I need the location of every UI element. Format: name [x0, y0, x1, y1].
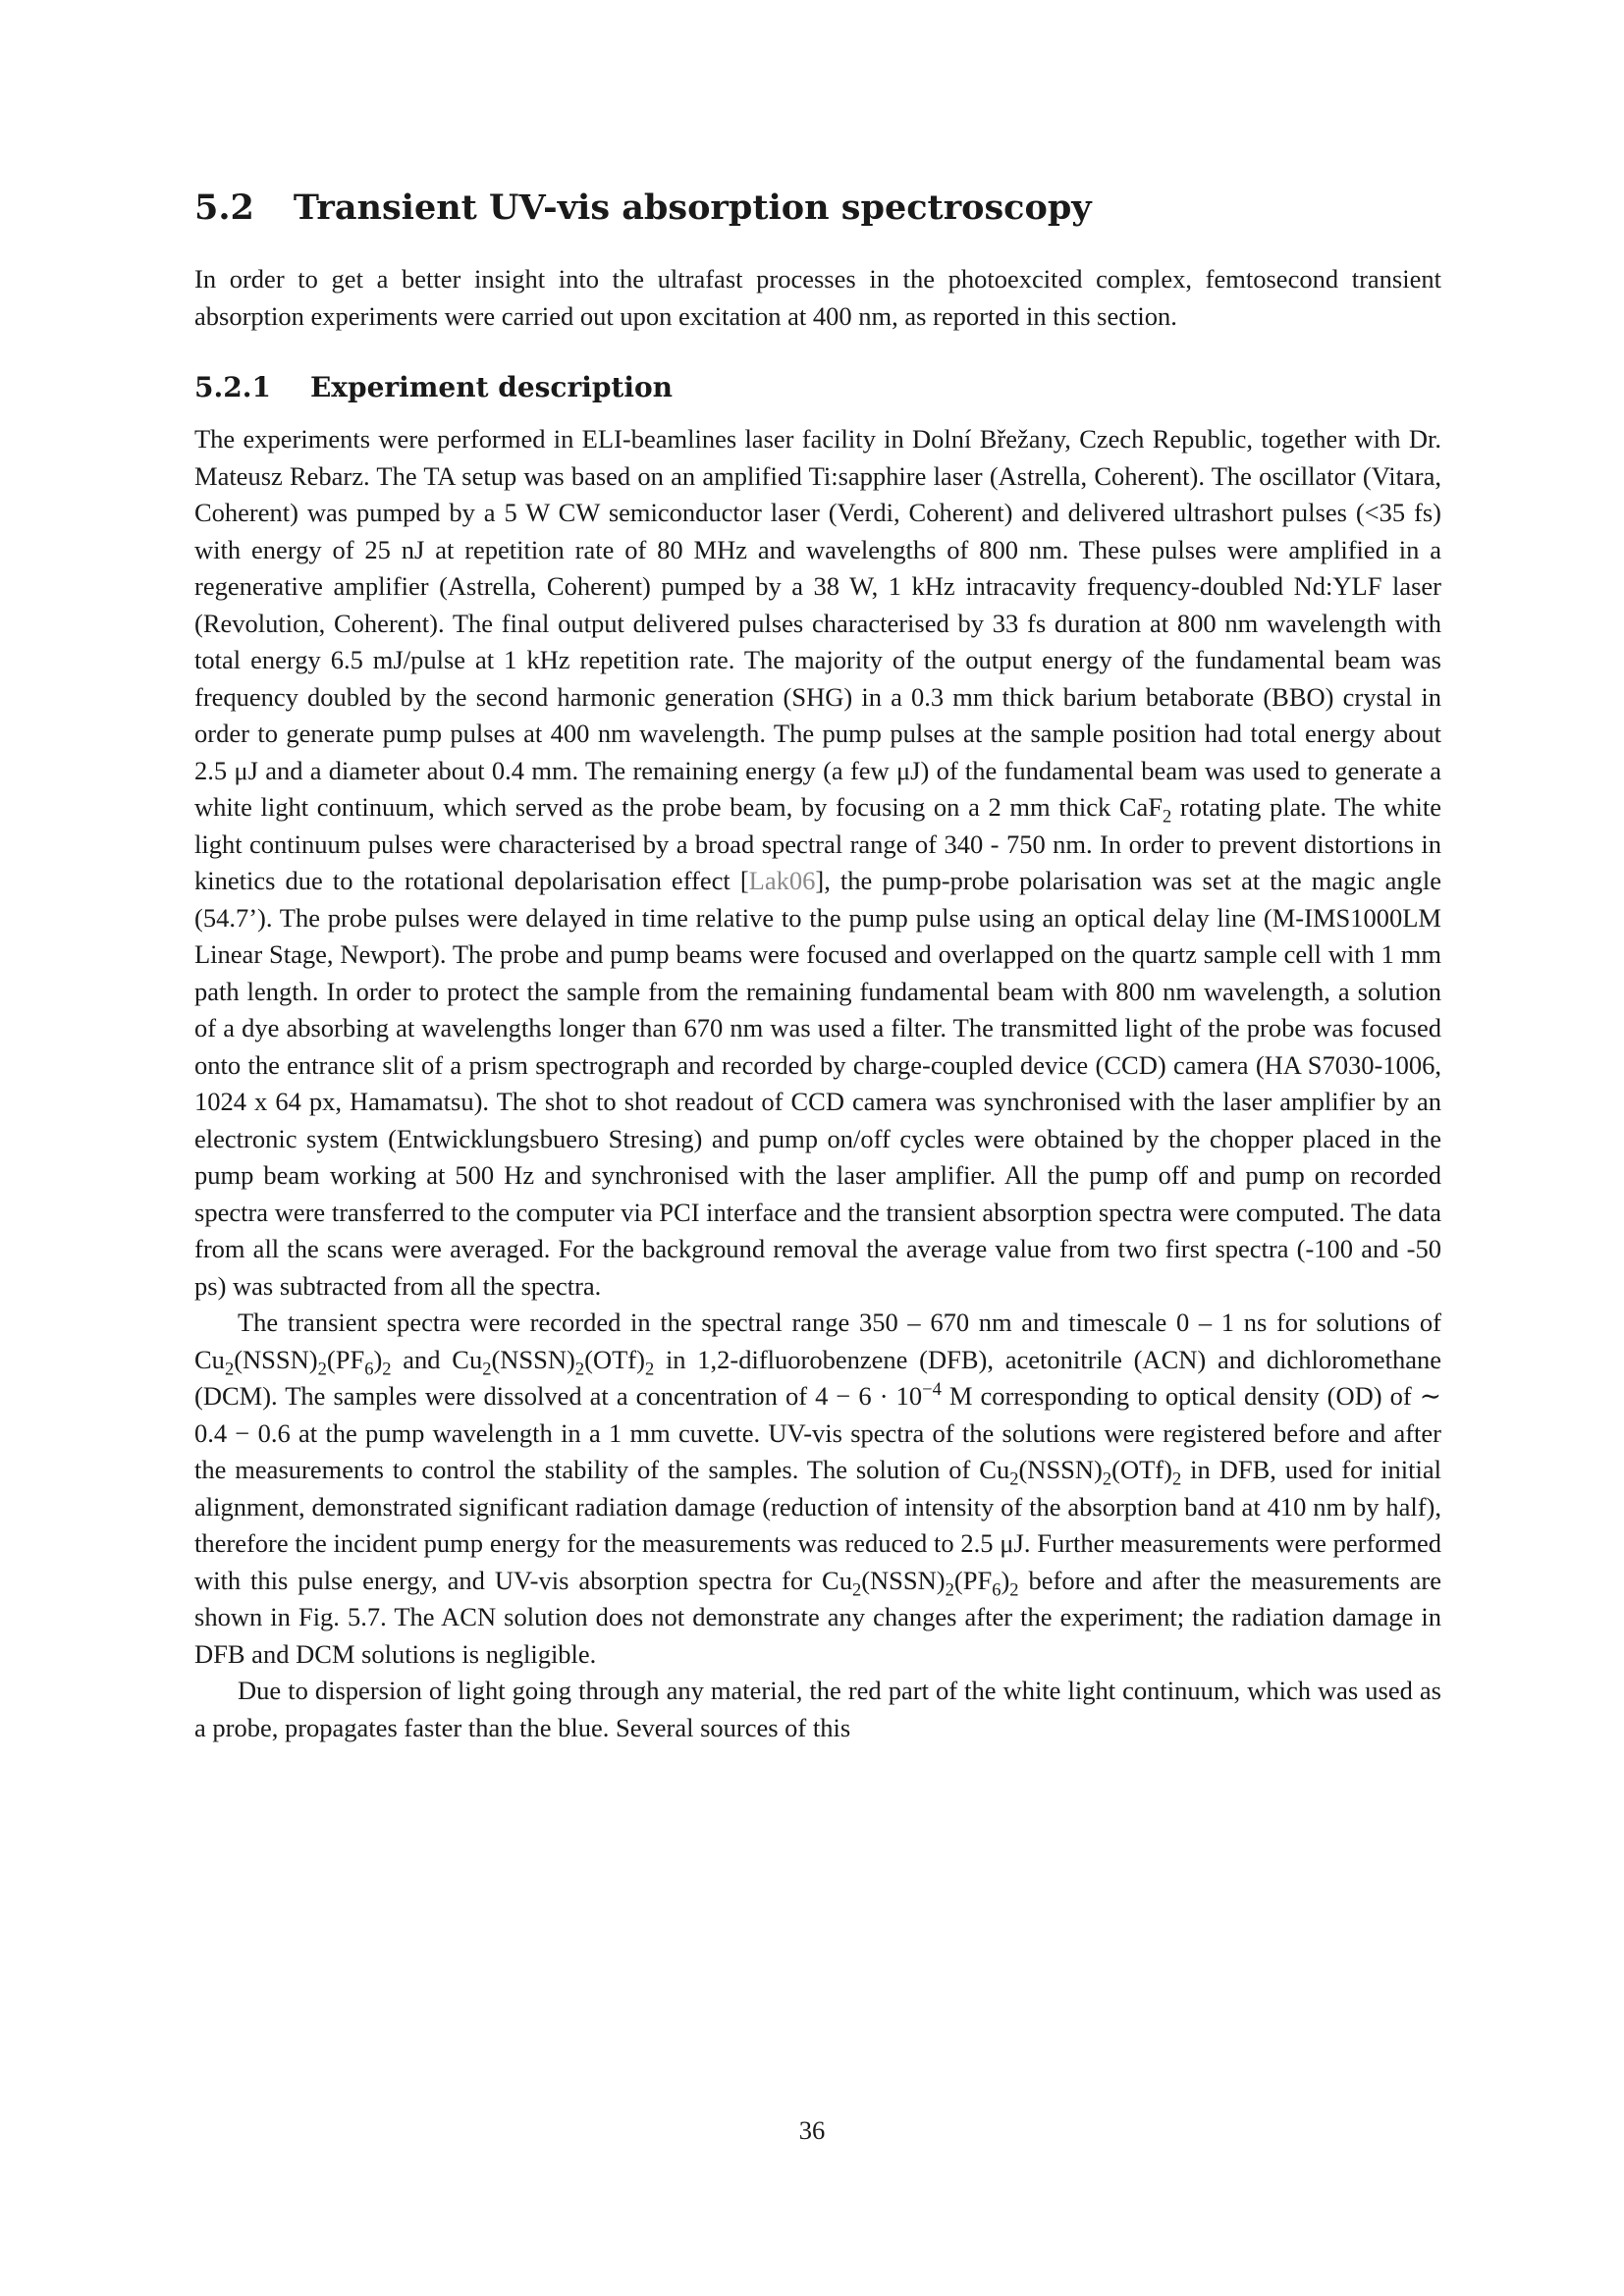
section-heading: [194, 187, 1441, 230]
page-number: 36: [798, 2115, 826, 2145]
subsection-title: Experiment description: [309, 371, 674, 403]
section-title: Transient UV-vis absorption spectroscopy: [293, 187, 1092, 228]
subsection-number: 5.2.1: [194, 371, 271, 403]
section-number: 5.2: [194, 187, 254, 228]
page-content: [194, 187, 1441, 1746]
subsection-heading: [194, 370, 1441, 405]
experiment-paragraph: The experiments were performed in ELI-beamlines laser facility in Dolní Břežany, Czech Republic, together with Dr. Mateusz Rebarz. The TA setup was based on an amplified Ti:sapphire laser (Astrella, Coherent). The oscillator (Vitara, Coherent) was pumped by a 5 W CW semiconductor laser (Verdi, Coherent) and delivered ultrashort pulses (<35 fs) with energy of 25 nJ at repetition rate of 80 MHz and wavelengths of 800 nm. These pulses were amplified in a regenerative amplifier (Astrella, Coherent) pumped by a 38 W, 1 kHz intracavity frequency-doubled Nd:YLF laser (Revolution, Coherent). The final output delivered pulses characterised by 33 fs duration at 800 nm wavelength with total energy 6.5 mJ/pulse at 1 kHz repetition rate. The majority of the output energy of the fundamental beam was frequency doubled by the second harmonic generation (SHG) in a 0.3 mm thick barium betaborate (BBO) crystal in order to generate pump pulses at 400 nm wavelength. The pump pulses at the sample position had total energy about 2.5 μJ and a diameter about 0.4 mm. The remaining energy (a few μJ) of the fundamental beam was used to generate a white light continuum, which served as the probe beam, by focusing on a 2 mm thick CaF$_2$ rotating plate. The white light continuum pulses were characterised by a broad spectral range of 340 - 750 nm. In order to prevent distortions in kinetics due to the rotational depolarisation effect [Lak06], the pump-probe polarisation was set at the magic angle (54.7’). The probe pulses were delayed in time relative to the pump pulse using an optical delay line (M-IMS1000LM Linear Stage, Newport). The probe and pump beams were focused and overlapped on the quartz sample cell with 1 mm path length. In order to protect the sample from the remaining fundamental beam with 800 nm wavelength, a solution of a dye absorbing at wavelengths longer than 670 nm was used a filter. The transmitted light of the probe was focused onto the entrance slit of a prism spectrograph and recorded by charge-coupled device (CCD) camera (HA S7030-1006, 1024 x 64 px, Hamamatsu). The shot to shot readout of CCD camera was synchronised with the laser amplifier by an electronic system (Entwicklungsbuero Stresing) and pump on/off cycles were obtained by the chopper placed in the pump beam working at 500 Hz and synchronised with the laser amplifier. All the pump off and pump on recorded spectra were transferred to the computer via PCI interface and the transient absorption spectra were computed. The data from all the scans were averaged. For the background removal the average value from two first spectra (-100 and -50 ps) was subtracted from all the spectra.: [194, 424, 1441, 1301]
spectra-paragraph: The transient spectra were recorded in the spectral range 350 – 670 nm and timescale 0 – 1 ns for solutions of $Cu_2(NSSN)_2(PF_6)_2$ and $Cu_2(NSSN)_2(OTf)_2$ in 1,2-difluorobenzene (DFB), acetonitrile (ACN) and dichloromethane (DCM). The samples were dissolved at a concentration of $4 - 6 \cdot 10^{-4}$ M corresponding to optical density (OD) of ∼ 0.4 − 0.6 at the pump wavelength in a 1 mm cuvette. UV-vis spectra of the solutions were registered before and after the measurements to control the stability of the samples. The solution of $Cu_2(NSSN)_2(OTf)_2$ in DFB, used for initial alignment, demonstrated significant radiation damage (reduction of intensity of the absorption band at 410 nm by half), therefore the incident pump energy for the measurements was reduced to 2.5 μJ. Further measurements were performed with this pulse energy, and UV-vis absorption spectra for $Cu_2(NSSN)_2(PF_6)_2$ before and after the measurements are shown in Fig. 5.7. The ACN solution does not demonstrate any changes after the experiment; the radiation damage in DFB and DCM solutions is negligible.: [194, 1308, 1442, 1669]
intro-paragraph: In order to get a better insight into the ultrafast processes in the photoexcited complex, femtosecond transient absorption experiments were carried out upon excitation at 400 nm, as reported in this section.: [194, 264, 1441, 331]
citation-link[interactable]: Lak06: [748, 866, 816, 895]
dispersion-paragraph: Due to dispersion of light going through any material, the red part of the white light continuum, which was used as a probe, propagates faster than the blue. Several sources of this: [194, 1676, 1441, 1742]
